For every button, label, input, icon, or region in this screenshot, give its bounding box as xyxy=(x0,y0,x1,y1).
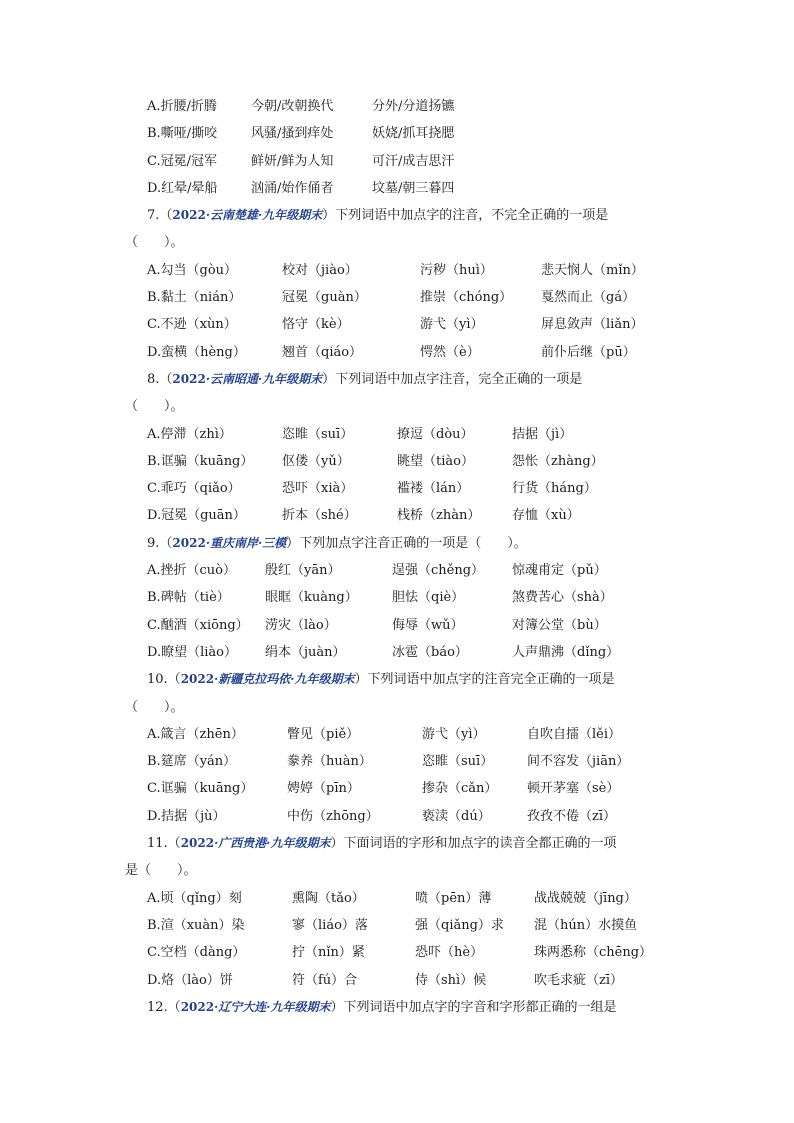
option-first xyxy=(147,148,217,175)
option-item: 恣睢（suī） xyxy=(422,754,494,770)
option-item: 翘首（qiáo） xyxy=(282,344,363,360)
option-first xyxy=(147,311,237,338)
option-item: 恐吓（xià） xyxy=(282,481,354,497)
option-label: B. xyxy=(147,917,161,933)
question-number: 10.（ xyxy=(147,672,181,688)
source-text: ·辽宁大连·九年级期末 xyxy=(214,999,331,1014)
option-item: 戛然而止（gá） xyxy=(541,290,636,306)
option-label: A. xyxy=(147,262,161,278)
option-row xyxy=(125,557,685,584)
option-item: 折本（shé） xyxy=(282,508,357,524)
option-first xyxy=(147,912,245,939)
option-item: 自吹自擂（lěi） xyxy=(527,726,622,742)
question-stem xyxy=(125,666,685,693)
option-item: 喷（pēn）薄 xyxy=(415,890,492,906)
option-item: 掺杂（cǎn） xyxy=(422,781,498,797)
option-item: 豢养（huàn） xyxy=(287,754,372,770)
option-row xyxy=(125,502,685,529)
option-item: 嘶哑/撕咬 xyxy=(160,126,218,142)
option-row xyxy=(125,93,685,120)
option-label: A. xyxy=(147,426,161,442)
option-first xyxy=(147,748,236,775)
option-item: 悲天悯人（mǐn） xyxy=(541,262,644,278)
option-item: 渲（xuàn）染 xyxy=(160,917,245,933)
option-row xyxy=(125,120,685,147)
option-label: C. xyxy=(147,781,161,797)
option-item: 顿开茅塞（sè） xyxy=(527,781,620,797)
option-label: A. xyxy=(147,99,161,114)
option-first xyxy=(147,967,233,994)
option-item: 可汗/成吉思汗 xyxy=(372,153,455,169)
option-label: D. xyxy=(147,808,162,824)
option-row xyxy=(125,721,685,748)
option-item: 胆怯（qiè） xyxy=(392,590,465,606)
option-item: 吹毛求疵（zī） xyxy=(534,972,624,988)
question-close: ） xyxy=(330,999,344,1015)
question-number: 9.（ xyxy=(147,535,173,551)
option-first xyxy=(147,885,242,912)
question-stem xyxy=(125,994,685,1021)
option-item: 逞强（chěng） xyxy=(392,563,485,579)
option-item: 黏土（nián） xyxy=(160,290,242,306)
option-item: 存恤（xù） xyxy=(512,508,580,524)
option-label: C. xyxy=(147,317,161,333)
question-number: 12.（ xyxy=(147,999,181,1015)
option-label: C. xyxy=(147,481,161,497)
question-close: ） xyxy=(286,535,300,551)
option-item: 游弋（yì） xyxy=(422,726,486,742)
option-item: 冠冕（guàn） xyxy=(282,290,367,306)
option-item: 今朝/改朝换代 xyxy=(251,99,334,114)
option-row xyxy=(125,639,685,666)
option-row xyxy=(125,803,685,830)
source-year: 2022 xyxy=(180,999,215,1014)
option-first xyxy=(147,557,236,584)
document-content xyxy=(125,93,685,1021)
option-item: 筵席（yán） xyxy=(160,754,237,770)
option-item: 诓骗（kuāng） xyxy=(160,781,254,797)
option-first xyxy=(147,257,237,284)
option-item: 煞费苦心（shà） xyxy=(512,590,613,606)
option-item: 妖娆/抓耳挠腮 xyxy=(372,126,455,142)
option-item: 眺望（tiào） xyxy=(397,453,474,469)
option-item: 停滞（zhì） xyxy=(160,426,232,442)
question-continuation: 是（ ）。 xyxy=(125,863,197,879)
option-item: 风骚/搔到痒处 xyxy=(251,126,334,142)
option-first xyxy=(147,175,217,202)
option-label: D. xyxy=(147,180,162,196)
option-label: A. xyxy=(147,563,161,579)
option-item: 冠冕/冠军 xyxy=(160,153,218,169)
option-item: 娉婷（pīn） xyxy=(287,781,360,797)
option-item: 校对（jiào） xyxy=(282,262,358,278)
question-number: 8.（ xyxy=(147,371,173,387)
option-row xyxy=(125,175,685,202)
option-label: C. xyxy=(147,945,161,961)
option-item: 挫折（cuò） xyxy=(160,563,237,579)
question-close: ） xyxy=(354,672,368,688)
question-text: 下面词语的字形和加点字的读音全都正确的一项 xyxy=(343,836,617,852)
option-item: 恣睢（suī） xyxy=(282,426,354,442)
option-item: 孜孜不倦（zī） xyxy=(527,808,617,824)
question-source xyxy=(181,672,355,686)
option-item: 恪守（kè） xyxy=(282,317,350,333)
option-item: 强（qiǎng）求 xyxy=(415,917,504,933)
option-item: 伛偻（yǔ） xyxy=(282,453,350,469)
option-label: B. xyxy=(147,590,161,606)
option-row xyxy=(125,939,685,966)
option-item: 绢本（juàn） xyxy=(265,644,346,660)
option-label: B. xyxy=(147,126,161,142)
option-item: 怨怅（zhàng） xyxy=(512,453,604,469)
option-first xyxy=(147,639,237,666)
option-item: 栈桥（zhàn） xyxy=(397,508,481,524)
option-first xyxy=(147,612,249,639)
option-item: 珠两悉称（chēng） xyxy=(534,945,653,961)
option-row xyxy=(125,421,685,448)
option-item: 冰雹（báo） xyxy=(392,644,468,660)
question-text: 下列加点字注音正确的一项是（ ）。 xyxy=(299,535,527,551)
option-first xyxy=(147,502,246,529)
question-close: ） xyxy=(322,371,336,387)
option-label: C. xyxy=(147,153,161,169)
option-item: 殷红（yān） xyxy=(265,563,341,579)
question-text: 下列词语中加点字的字音和字形都正确的一组是 xyxy=(343,999,617,1015)
source-text: ·广西贵港·九年级期末 xyxy=(214,836,331,851)
option-row xyxy=(125,284,685,311)
source-year: 2022 xyxy=(172,371,206,386)
question-stem xyxy=(125,366,685,393)
option-item: 人声鼎沸（dǐng） xyxy=(512,644,620,660)
option-label: B. xyxy=(147,754,161,770)
option-item: 亵渎（dú） xyxy=(422,808,491,824)
question-text: 下列词语中加点字的注音完全正确的一项是 xyxy=(367,672,615,688)
option-item: 污秽（huì） xyxy=(420,262,493,278)
question-text: 下列词语中加点字的注音，不完全正确的一项是 xyxy=(335,208,609,224)
option-row xyxy=(125,475,685,502)
option-label: D. xyxy=(147,644,162,660)
source-year: 2022 xyxy=(172,208,206,223)
option-item: 惊魂甫定（pǔ） xyxy=(512,563,607,579)
option-item: 折腰/折腾 xyxy=(160,99,217,114)
option-item: 熏陶（tǎo） xyxy=(292,890,365,906)
question-stem xyxy=(125,202,685,229)
question-continuation: （ ）。 xyxy=(125,699,184,715)
option-item: 箴言（zhēn） xyxy=(160,726,244,742)
option-item: 屏息敛声（liǎn） xyxy=(541,317,644,333)
option-item: 侮辱（wǔ） xyxy=(392,617,464,633)
option-item: 酗酒（xiōng） xyxy=(160,617,249,633)
option-first xyxy=(147,475,241,502)
option-first xyxy=(147,775,253,802)
option-item: 游弋（yì） xyxy=(420,317,484,333)
option-row xyxy=(125,148,685,175)
option-label: A. xyxy=(147,890,161,906)
question-stem xyxy=(125,830,685,857)
option-item: 勾当（gòu） xyxy=(160,262,238,278)
option-item: 鲜妍/鲜为人知 xyxy=(251,153,334,169)
source-year: 2022 xyxy=(172,535,206,550)
option-first xyxy=(147,721,244,748)
option-item: 冠冕（guān） xyxy=(161,508,246,524)
option-item: 瞥见（piě） xyxy=(287,726,360,742)
question-stem xyxy=(125,530,685,557)
option-label: D. xyxy=(147,344,162,360)
option-item: 涝灾（lào） xyxy=(265,617,337,633)
option-label: D. xyxy=(147,508,162,524)
option-item: 撩逗（dòu） xyxy=(397,426,474,442)
question-text: 下列词语中加点字注音，完全正确的一项是 xyxy=(335,371,583,387)
option-item: 顷（qǐng）刻 xyxy=(160,890,242,906)
option-row xyxy=(125,311,685,338)
question-source xyxy=(172,208,322,222)
option-item: 间不容发（jiān） xyxy=(527,754,630,770)
question-number: 7.（ xyxy=(147,208,173,224)
option-item: 对簿公堂（bù） xyxy=(512,617,607,633)
option-first xyxy=(147,284,241,311)
option-item: 瞭望（liào） xyxy=(161,644,237,660)
option-item: 拧（nǐn）紧 xyxy=(292,945,365,961)
option-item: 战战兢兢（jīng） xyxy=(534,890,637,906)
option-item: 眼眶（kuàng） xyxy=(265,590,358,606)
option-row xyxy=(125,775,685,802)
option-item: 坟墓/朝三暮四 xyxy=(372,180,455,196)
option-first xyxy=(147,120,217,147)
question-close: ） xyxy=(322,208,336,224)
option-row xyxy=(125,967,685,994)
question-source xyxy=(181,1000,331,1014)
option-label: B. xyxy=(147,453,161,469)
option-item: 符（fú）合 xyxy=(292,972,358,988)
option-item: 拮据（jù） xyxy=(161,808,226,824)
option-item: 侍（shì）候 xyxy=(415,972,487,988)
option-row xyxy=(125,339,685,366)
question-source xyxy=(172,536,286,550)
option-item: 乖巧（qiǎo） xyxy=(160,481,241,497)
option-row xyxy=(125,584,685,611)
option-item: 汹涌/始作俑者 xyxy=(251,180,334,196)
option-item: 碑帖（tiè） xyxy=(160,590,230,606)
source-text: ·新疆克拉玛依·九年级期末 xyxy=(214,672,355,687)
option-item: 蛮横（hèng） xyxy=(161,344,246,360)
option-item: 烙（lào）饼 xyxy=(161,972,233,988)
option-item: 愕然（è） xyxy=(420,344,480,360)
option-row xyxy=(125,448,685,475)
option-label: A. xyxy=(147,726,161,742)
option-item: 红晕/晕船 xyxy=(161,180,218,196)
option-first xyxy=(147,803,226,830)
option-item: 诓骗（kuāng） xyxy=(160,453,254,469)
option-row xyxy=(125,885,685,912)
option-item: 褴褛（lán） xyxy=(397,481,470,497)
question-source xyxy=(172,372,322,386)
option-row xyxy=(125,748,685,775)
source-text: ·重庆南岸·三模 xyxy=(205,535,287,550)
source-year: 2022 xyxy=(180,836,215,851)
option-first xyxy=(147,421,232,448)
question-continuation: （ ）。 xyxy=(125,399,184,415)
option-item: 混（hún）水摸鱼 xyxy=(534,917,638,933)
question-close: ） xyxy=(330,836,344,852)
option-item: 前仆后继（pū） xyxy=(541,344,636,360)
option-first xyxy=(147,939,245,966)
option-item: 行货（háng） xyxy=(512,481,597,497)
option-first xyxy=(147,584,230,611)
option-label: C. xyxy=(147,617,161,633)
option-first xyxy=(147,93,217,120)
option-first xyxy=(147,339,246,366)
question-number: 11.（ xyxy=(147,836,181,852)
option-label: D. xyxy=(147,972,162,988)
source-year: 2022 xyxy=(180,672,215,687)
option-label: B. xyxy=(147,290,161,306)
option-item: 推崇（chóng） xyxy=(420,290,513,306)
question-continuation: （ ）。 xyxy=(125,235,184,251)
question-source xyxy=(181,836,331,850)
option-item: 不逊（xùn） xyxy=(160,317,237,333)
option-item: 寥（liáo）落 xyxy=(292,917,368,933)
source-text: ·云南楚雄·九年级期末 xyxy=(205,208,323,223)
option-item: 空档（dàng） xyxy=(160,945,246,961)
source-text: ·云南昭通·九年级期末 xyxy=(205,371,323,386)
option-item: 恐吓（hè） xyxy=(415,945,484,961)
option-item: 拮据（jì） xyxy=(512,426,573,442)
option-row xyxy=(125,912,685,939)
option-first xyxy=(147,448,253,475)
option-row xyxy=(125,257,685,284)
option-row xyxy=(125,612,685,639)
option-item: 分外/分道扬镳 xyxy=(372,99,455,114)
option-item: 中伤（zhōng） xyxy=(287,808,379,824)
